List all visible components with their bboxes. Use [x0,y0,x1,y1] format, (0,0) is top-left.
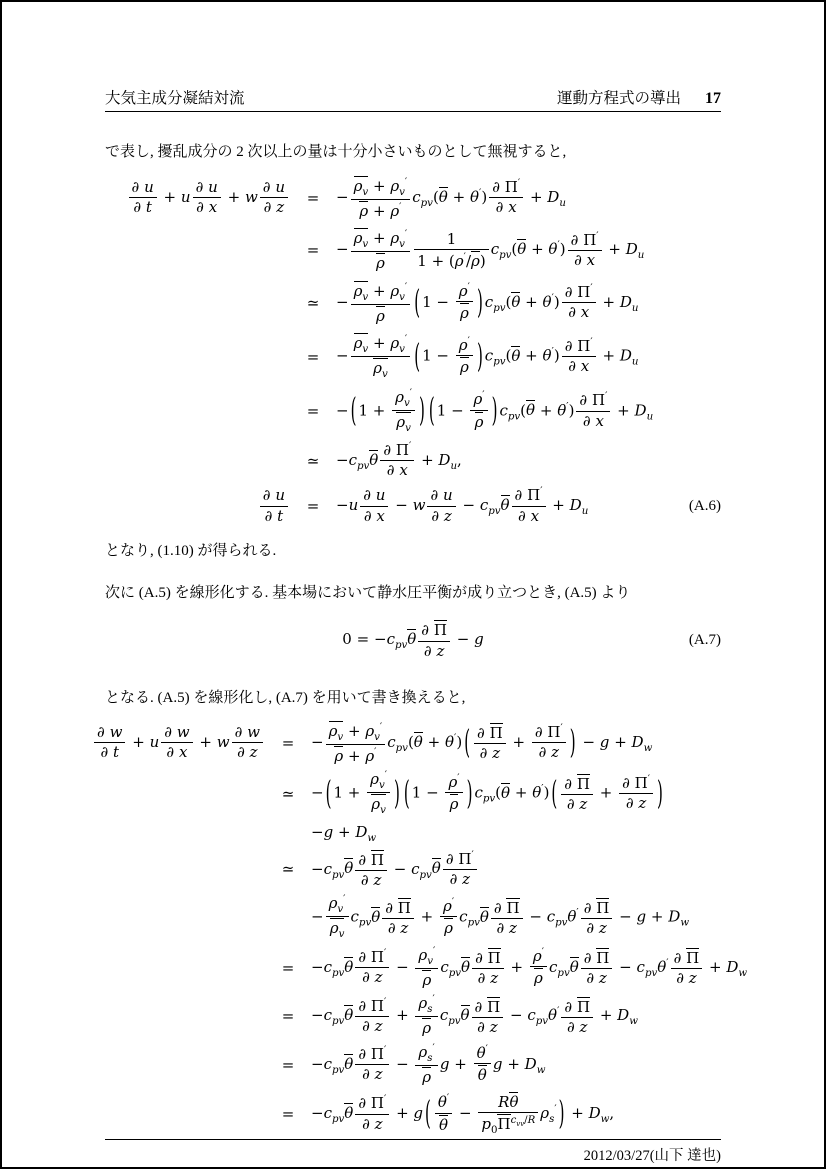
equation-relation: = [281,1055,295,1074]
equation-rhs: −u $\frac{\partial u}{\partial x}$ − w $\frac{\partial u}{\partial z}$ − $c_{pv}\theta$ $\frac{\partial \Pi'}{\partial x}$ + $D_u$ [336,486,589,525]
equation-relation: = [306,188,320,207]
equation-row [105,1089,721,1139]
running-head-right-group [557,86,721,108]
equation-relation: ≃ [281,784,295,803]
equation-relation: = [306,347,320,366]
equation-relation: = [281,733,295,752]
equation-rhs: $-c_{pv}\theta$ $\frac{\partial \Pi'}{\partial z}$ − $\frac{\rho_v'}{\rho}$ $c_{pv}\theta$ $\frac{\partial \Pi}{\partial z}$ + $\frac{\rho'}{\rho}$ $c_{pv}\theta$ $\frac{\partial \Pi}{\partial z}$ − $c_{pv}\theta'$ $\frac{\partial \Pi}{\partial z}$ + $D_w$ [311,945,748,989]
equation-row [105,1041,721,1089]
equation-row [105,224,721,276]
equation-row [105,277,721,329]
paragraph-intro: で表し, 擾乱成分の 2 次以上の量は十分小さいものとして無視すると, [105,144,567,160]
equation-rhs: $-c_{pv}\theta$ $\frac{\partial \Pi'}{\partial x}$ + $D_u$, [336,440,462,480]
equation-relation: = [306,497,320,516]
equation-row [105,944,748,992]
equation-rhs: − $\frac{\rho_v + \rho_v'}{\rho_v}$ ( 1 − $\frac{\rho'}{\rho}$ ) $c_{pv}(\theta + \theta')$ $\frac{\partial \Pi'}{\partial x}$ + $D_u$ [336,334,639,381]
equation-row [105,992,721,1040]
equation-lhs: $\frac{\partial u}{\partial t}$ [258,487,290,525]
equation-row [105,172,721,224]
equation-rhs: $-c_{pv}\theta$ $\frac{\partial \Pi'}{\partial z}$ + $\frac{\rho_s'}{\rho}$ $c_{pv}\theta$ $\frac{\partial \Pi}{\partial z}$ − $c_{pv}\theta'$ $\frac{\partial \Pi}{\partial z}$ + $D_w$ [311,994,638,1038]
equation-rhs: − $\frac{\rho_v + \rho_v'}{\rho}$ ( 1 − $\frac{\rho'}{\rho}$ ) $c_{pv}(\theta + \theta')$ $\frac{\partial \Pi'}{\partial x}$ + $D_u$ [336,281,639,325]
equation-tag: (A.6) [688,497,721,514]
equation-rhs: − $\frac{\rho_v + \rho_v'}{\rho + \rho'}$ $c_{pv}(\theta + \theta')$ ( $\frac{\partial \Pi}{\partial z}$ + $\frac{\partial \Pi'}{\partial z}$ ) − $g + D_w$ [311,721,653,765]
equation-block-u-momentum [105,172,721,529]
equation-relation: ≃ [306,451,320,470]
footer-rule [105,1139,721,1140]
equation-row [105,768,721,819]
equation-rhs: − $\frac{\rho_v + \rho_v'}{\rho}$ $\frac{1}{1 + (\rho'/\rho)}$ $c_{pv}(\theta + \theta')$ $\frac{\partial \Pi'}{\partial x}$ + $D_u$ [336,229,645,273]
equation-relation: = [281,1007,295,1026]
paragraph-result: となり, (1.10) が得られる. [105,542,277,559]
equation-row [105,385,721,438]
equation-math: $0 = -c_{pv}\theta$ $\frac{\partial \Pi}{\partial z}$ − g [342,621,484,660]
paragraph-linearize: 次に (A.5) を線形化する. 基本場において静水圧平衡が成り立つとき, (A.5) より [105,584,631,601]
equation-rhs: $-c_{pv}\theta$ $\frac{\partial \Pi'}{\partial z}$ − $\frac{\rho_s'}{\rho}$ g + $\frac{\theta'}{\theta}$ $g + D_w$ [311,1042,546,1086]
page-number: 17 [705,90,721,107]
equation-row [97,718,721,768]
footer-date-author: 2012/03/27(山下 達也) [583,1148,721,1165]
equation-rhs: $-c_{pv}\theta$ $\frac{\partial \Pi}{\partial z}$ − $c_{pv}\theta$ $\frac{\partial \Pi'}{\partial z}$ [311,850,665,890]
equation-relation: ≃ [281,860,295,879]
equation-row [105,329,721,384]
equation-tag: (A.7) [688,631,721,648]
running-head-left: 大気主成分凝結対流 [105,90,245,107]
equation-row [105,483,721,529]
equation-relation: = [281,1105,295,1124]
equation-row [105,438,721,484]
paragraph-rewrite: となる. (A.5) を線形化し, (A.7) を用いて書き換えると, [105,689,466,706]
equation-lhs: $\frac{\partial w}{\partial t}$ + u $\frac{\partial w}{\partial x}$ + w $\frac{\partial w}{\partial z}$ [92,724,265,762]
header-rule [105,111,721,112]
equation-rhs: $-g + D_w$ [311,822,377,844]
running-head-right: 運動方程式の導出 [556,90,681,107]
page-footer [105,1139,721,1165]
equation-row [105,820,721,847]
equation-block-w-momentum [97,718,748,1140]
equation-rhs: − ( 1 + $\frac{\rho_v'}{\rho_v}$ ) ( 1 − $\frac{\rho'}{\rho}$ ) $c_{pv}(\theta + \theta')$ $\frac{\partial \Pi'}{\partial x}$ + $D_u$ [336,387,654,434]
equation-hydrostatic-balance [105,612,721,668]
equation-rhs: $-c_{pv}\theta$ $\frac{\partial \Pi'}{\partial z}$ + g ( $\frac{\theta'}{\theta}$ − $\frac{R\theta}{p_0\Pi^{c_{vv}/R}}$ $\rho_s'$ ) + $D_w$, [311,1093,615,1137]
equation-rhs: − $\frac{\rho_v + \rho_v'}{\rho + \rho'}$ $c_{pv}(\theta + \theta')$ $\frac{\partial \Pi'}{\partial x}$ + $D_u$ [336,176,566,220]
equation-rhs: − ( 1 + $\frac{\rho_v'}{\rho_v}$ ) ( 1 − $\frac{\rho'}{\rho}$ ) $c_{pv}(\theta + \theta')$ ( $\frac{\partial \Pi}{\partial z}$ + $\frac{\partial \Pi'}{\partial z}$ ) [311,770,663,817]
equation-row [105,612,721,668]
equation-lhs: $\frac{\partial u}{\partial t}$ + u $\frac{\partial u}{\partial x}$ + w $\frac{\partial u}{\partial z}$ [127,179,290,217]
equation-row [105,847,721,893]
equation-relation: ≃ [306,293,320,312]
equation-row [105,892,721,943]
running-header [105,86,721,108]
equation-relation: = [306,402,320,421]
equation-relation: = [306,241,320,260]
equation-rhs: − $\frac{\rho_v'}{\rho_v}$ $c_{pv}\theta$ $\frac{\partial \Pi}{\partial z}$ + $\frac{\rho'}{\rho}$ $c_{pv}\theta$ $\frac{\partial \Pi}{\partial z}$ − $c_{pv}\theta'$ $\frac{\partial \Pi}{\partial z}$ − $g + D_w$ [311,894,690,941]
equation-relation: = [281,958,295,977]
